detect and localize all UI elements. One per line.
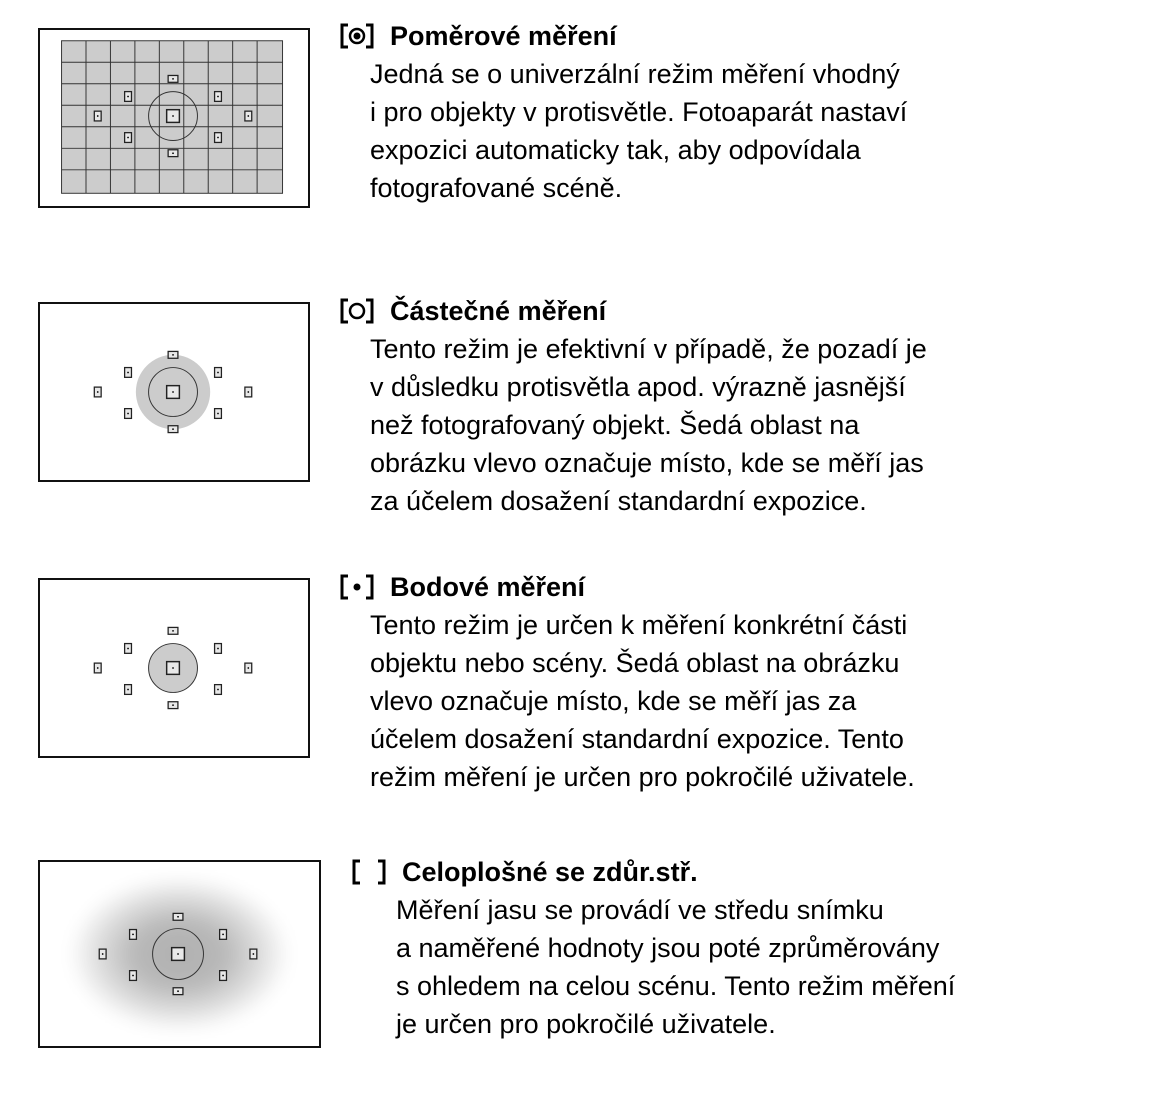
evaluative-metering-icon	[340, 23, 374, 49]
description-line: účelem dosažení standardní expozice. Tento	[370, 724, 904, 754]
af-point-dot	[127, 648, 129, 650]
af-point-dot	[132, 975, 134, 977]
description-line: režim měření je určen pro pokročilé uživatele.	[370, 762, 915, 792]
section-title	[340, 570, 585, 604]
af-point-dot	[247, 667, 249, 669]
af-point-dot	[172, 428, 174, 430]
description-line: obrázku vlevo označuje místo, kde se měří jas	[370, 448, 924, 478]
af-point-dot	[217, 413, 219, 415]
description-line: i pro objekty v protisvětle. Fotoaparát nastaví	[370, 97, 908, 127]
af-point-dot	[217, 689, 219, 691]
section-title	[340, 19, 617, 53]
af-point-dot	[97, 391, 99, 393]
af-point-dot	[172, 152, 174, 154]
af-point-dot	[247, 115, 249, 117]
section-title-text: Částečné měření	[390, 296, 607, 326]
evaluative-metering-diagram	[38, 28, 310, 208]
af-point-dot	[177, 916, 179, 918]
af-point-dot	[217, 648, 219, 650]
description-line: v důsledku protisvětla apod. výrazně jasnější	[370, 372, 906, 402]
af-point-dot	[172, 391, 174, 393]
center-weighted-metering-icon	[352, 859, 386, 885]
description-line: než fotografovaný objekt. Šedá oblast na	[370, 410, 860, 440]
description-line: za účelem dosažení standardní expozice.	[370, 486, 867, 516]
description-line: Jedná se o univerzální režim měření vhodný	[370, 59, 900, 89]
af-point-dot	[127, 689, 129, 691]
description-line: Tento režim je určen k měření konkrétní části	[370, 610, 908, 640]
section-description	[370, 606, 915, 796]
section-title-text: Bodové měření	[390, 572, 586, 602]
af-point-dot	[132, 934, 134, 936]
af-point-dot	[172, 78, 174, 80]
description-line: s ohledem na celou scénu. Tento režim měření	[396, 971, 956, 1001]
af-point-dot	[127, 413, 129, 415]
center-weighted-metering-diagram	[38, 860, 321, 1048]
evaluative-grid-svg	[40, 30, 308, 206]
af-point-dot	[127, 372, 129, 374]
af-point-dot	[177, 953, 179, 955]
af-point-dot	[247, 391, 249, 393]
af-point-dot	[222, 934, 224, 936]
section-description	[396, 891, 955, 1043]
af-point-dot	[177, 990, 179, 992]
af-point-dot	[172, 630, 174, 632]
af-point-dot	[172, 115, 174, 117]
af-point-dot	[217, 372, 219, 374]
description-line: a naměřené hodnoty jsou poté zprůměrovány	[396, 933, 940, 963]
af-point-dot	[222, 975, 224, 977]
section-description	[370, 330, 927, 520]
section-description	[370, 55, 907, 207]
description-line: Měření jasu se provádí ve středu snímku	[396, 895, 884, 925]
description-line: objektu nebo scény. Šedá oblast na obrázku	[370, 648, 900, 678]
af-point-dot	[217, 137, 219, 139]
section-title	[340, 294, 606, 328]
description-line: fotografované scéně.	[370, 173, 623, 203]
description-line: je určen pro pokročilé uživatele.	[396, 1009, 776, 1039]
af-point-dot	[97, 667, 99, 669]
af-point-dot	[172, 704, 174, 706]
af-point-dot	[102, 953, 104, 955]
partial-metering-icon	[340, 298, 374, 324]
description-line: vlevo označuje místo, kde se měří jas za	[370, 686, 857, 716]
af-point-dot	[172, 354, 174, 356]
af-point-dot	[217, 96, 219, 98]
af-point-dot	[127, 137, 129, 139]
af-point-dot	[127, 96, 129, 98]
af-point-dot	[97, 115, 99, 117]
partial-metering-diagram	[38, 302, 310, 482]
section-title-text: Poměrové měření	[390, 21, 617, 51]
spot-metering-icon	[340, 574, 374, 600]
spot-metering-diagram	[38, 578, 310, 758]
section-title-text: Celoplošné se zdůr.stř.	[402, 857, 698, 887]
description-line: expozici automaticky tak, aby odpovídala	[370, 135, 861, 165]
description-line: Tento režim je efektivní v případě, že pozadí je	[370, 334, 927, 364]
af-point-dot	[172, 667, 174, 669]
af-point-dot	[253, 953, 255, 955]
section-title	[352, 855, 698, 889]
